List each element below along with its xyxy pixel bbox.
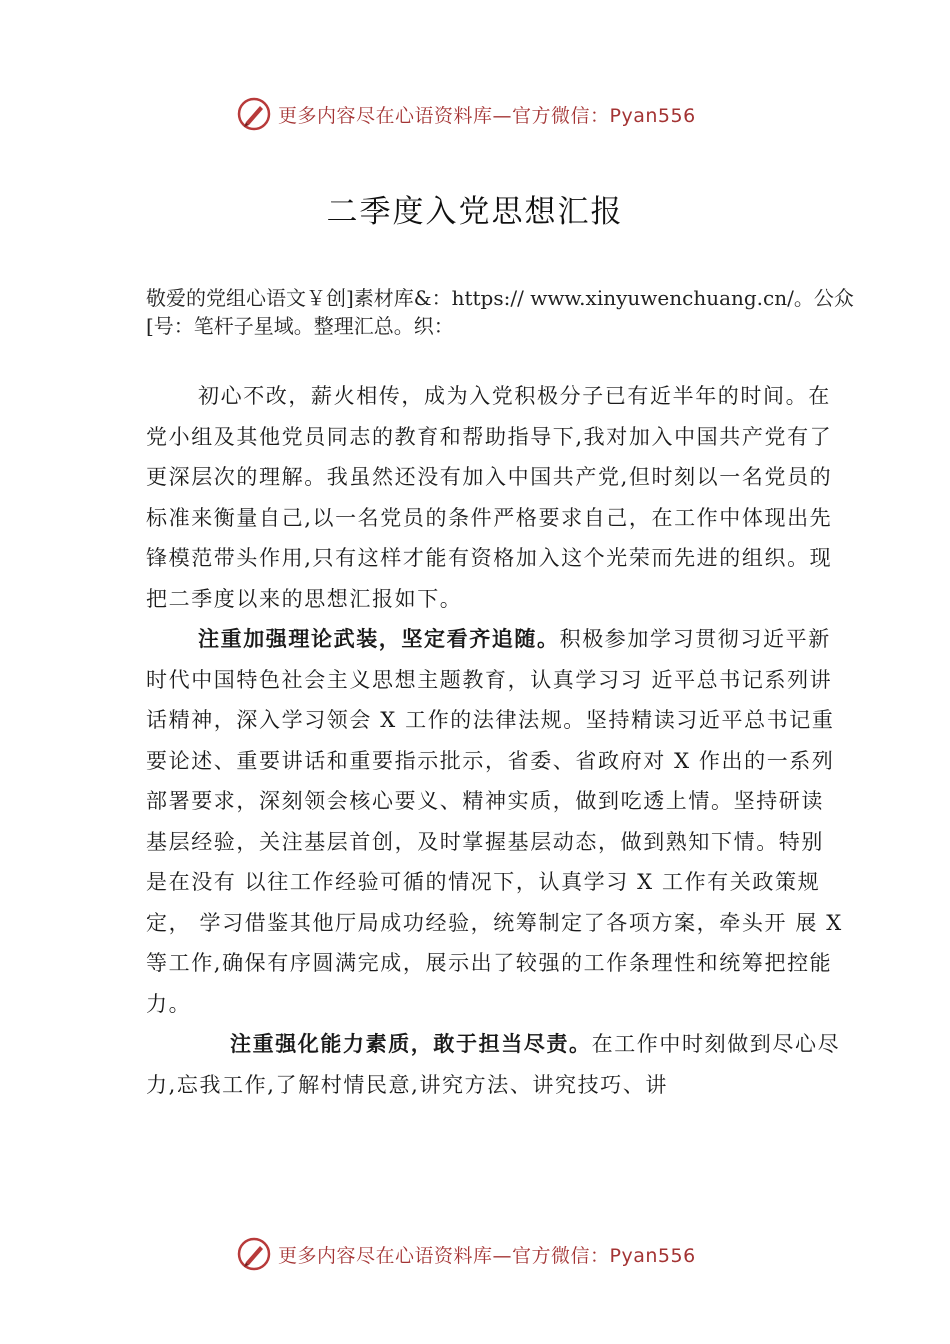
paragraph-2: 注重加强理论武装，坚定看齐追随。积极参加学习贯彻习近平新时代中国特色社会主义思想主题教育，认真学习习 近平总书记系列讲话精神，深入学习领会 X 工作的法律法规。坚持精读习近平总书记重要论述、重要讲话和重要指示批示，省委、省政府对 X 作出的一系列部署要求，深刻领会核心要义、精神实质，做到吃透上情。坚持研读基层经验，关注基层首创，及时掌握基层动态，做到熟知下情。特别是在没有 以往工作经验可循的情况下，认真学习 X 工作有关政策规定， 学习借鉴其他厅局成功经验，统筹制定了各项方案，牵头开 展 X 等工作,确保有序圆满完成，展示出了较强的工作条理性和统筹把控能力。: [146, 626, 843, 1016]
footer-banner: [236, 1234, 736, 1274]
banner-text: 更多内容尽在心语资料库—官方微信：Pyan556: [278, 1244, 696, 1267]
paragraph-2-heading: 注重加强理论武装，坚定看齐追随。: [198, 626, 560, 651]
wechat-id: Pyan556: [609, 104, 696, 127]
header-banner: [236, 94, 736, 134]
paragraph-3-heading: 注重强化能力素质，敢于担当尽责。: [230, 1031, 592, 1056]
pen-logo-icon: [236, 96, 272, 132]
pen-logo-icon: [236, 1236, 272, 1272]
page-title: 二季度入党思想汇报: [326, 194, 624, 230]
banner-text: 更多内容尽在心语资料库—官方微信：Pyan556: [278, 104, 696, 127]
wechat-id: Pyan556: [609, 1244, 696, 1267]
report-body: [146, 376, 846, 1105]
salutation: 敬爱的党组心语文￥创]素材库&：https:// www.xinyuwenchuang.cn/。公众[号：笔杆子星域。整理汇总。织：: [146, 286, 854, 338]
paragraph-1: 初心不改，薪火相传，成为入党积极分子已有近半年的时间。在党小组及其他党员同志的教育和帮助指导下,我对加入中国共产党有了更深层次的理解。我虽然还没有加入中国共产党,但时刻以一名党员的标准来衡量自己,以一名党员的条件严格要求自己，在工作中体现出先锋模范带头作用,只有这样才能有资格加入这个光荣而先进的组织。现把二季度以来的思想汇报如下。: [146, 384, 833, 611]
paragraph-3: 注重强化能力素质，敢于担当尽责。在工作中时刻做到尽心尽力,忘我工作,了解村情民意,讲究方法、讲究技巧、讲: [146, 1031, 841, 1097]
